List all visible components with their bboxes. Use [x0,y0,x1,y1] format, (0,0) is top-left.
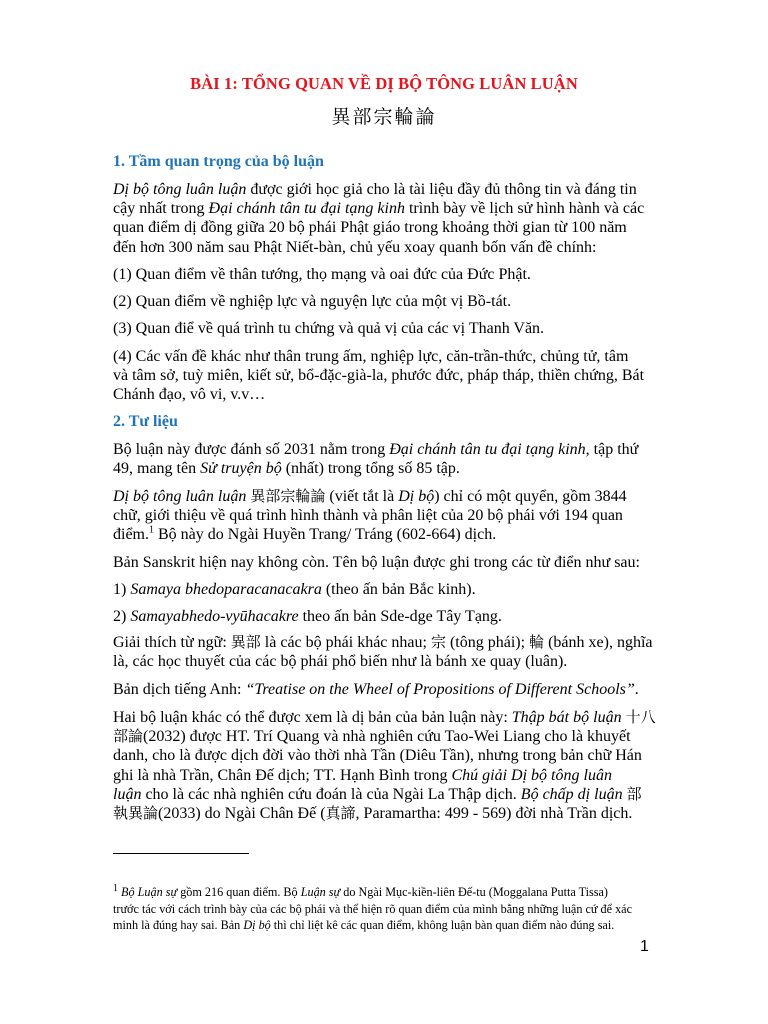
title-chinese: 異部宗輪論 [331,106,437,128]
section-2-paragraph-4: 1) Samaya bhedoparacanacakra (theo ấn bản Bắc kinh). [113,581,476,598]
section-2-heading: 2. Tư liệu [113,413,178,430]
list-item-2: (2) Quan điểm về nghiệp lực và nguyện lực của một vị Bồ-tát. [113,293,512,310]
section-1-heading: 1. Tầm quan trọng của bộ luận [113,153,324,170]
section-2-paragraph-7: Bản dịch tiếng Anh: “Treatise on the Wheel of Propositions of Different Schools”. [113,681,639,698]
section-2-paragraph-1: Bộ luận này được đánh số 2031 nằm trong Đại chánh tân tu đại tạng kinh, tập thứ 49, mang tên Sử truyện bộ (nhất) trong tổng số 85 tập. [113,441,639,478]
section-2-paragraph-5: 2) Samayabhedo-vyūhacakre theo ấn bản Sde-dge Tây Tạng. [113,608,502,625]
page-number: 1 [640,938,649,955]
list-item-1: (1) Quan điểm về thân tướng, thọ mạng và oai đức của Đức Phật. [113,266,531,283]
footnote-ref: 1 [149,525,154,537]
section-2-paragraph-6: Giải thích từ ngữ: 異部 là các bộ phái khác nhau; 宗 (tông phái); 輪 (bánh xe), nghĩa là, các học thuyết của các bộ phái phổ biến như là bánh xe quay (luân). [113,633,653,671]
footnote-number: 1 [113,882,118,894]
page-title: BÀI 1: TỔNG QUAN VỀ DỊ BỘ TÔNG LUÂN LUẬN [190,74,578,93]
section-1-intro: Dị bộ tông luân luận được giới học giả cho là tài liệu đầy đủ thông tin và đáng tin cậy nhất trong Đại chánh tân tu đại tạng kinh trình bày về lịch sử hình hành và các quan điểm dị đồng giữa 20 bộ phái Phật giáo trong khoảng thời gian từ 100 năm đến hơn 300 năm sau Phật Niết-bàn, chủ yếu xoay quanh bốn vấn đề chính: [113,181,645,256]
section-2-paragraph-2: Dị bộ tông luân luận 異部宗輪論 (viết tắt là Dị bộ) chỉ có một quyển, gồm 3844 chữ, giới thiệu về quá trình hình thành và phân liệt của 20 bộ phái với 194 quan điểm.$^1$ Bộ này do Ngài Huyền Trang/ Tráng (602-664) dịch. [113,487,627,544]
section-2-paragraph-8: Hai bộ luận khác có thể được xem là dị bản của bản luận này: Thập bát bộ luận 十八 部論(2032) được HT. Trí Quang và nhà nghiên cứu Tao-Wei Liang cho là khuyết danh, cho là được dịch đời vào thời nhà Tần (Diêu Tần), nhưng trong bản chữ Hán ghi là nhà Trần, Chân Đế dịch; TT. Hạnh Bình trong Chú giải Dị bộ tông luân luận cho là các nhà nghiên cứu đoán là của Ngài La Thập dịch. Bộ chấp dị luận 部 執異論(2033) do Ngài Chân Đế (真諦, Paramartha: 499 - 569) đời nhà Trần dịch. [113,708,656,823]
section-2-paragraph-3: Bản Sanskrit hiện nay không còn. Tên bộ luận được ghi trong các từ điển như sau: [113,554,640,571]
list-item-3: (3) Quan điể về quá trình tu chứng và quả vị của các vị Thanh Văn. [113,320,545,337]
list-item-4: (4) Các vấn đề khác như thân trung ấm, nghiệp lực, căn-trần-thức, chủng tử, tâm và tâm sở, tuỳ miên, kiết sử, bổ-đặc-già-la, phước đức, pháp tháp, thiền chứng, Bát Chánh đạo, vô vi, v.v… [113,348,645,404]
footnote: $^1$ Bộ Luận sự gồm 216 quan điểm. Bộ Luận sự do Ngài Mục-kiền-liên Đế-tu (Moggalana Putta Tissa) trước tác với cách trình bày của các bộ phái và thể hiện rõ quan điểm của mình bằng những luận cứ để xác minh là đúng hay sai. Bản Dị bộ thì chỉ liệt kê các quan điểm, không luận bàn quan điểm nào đúng sai. [113,882,632,932]
footnote-separator [113,853,249,854]
